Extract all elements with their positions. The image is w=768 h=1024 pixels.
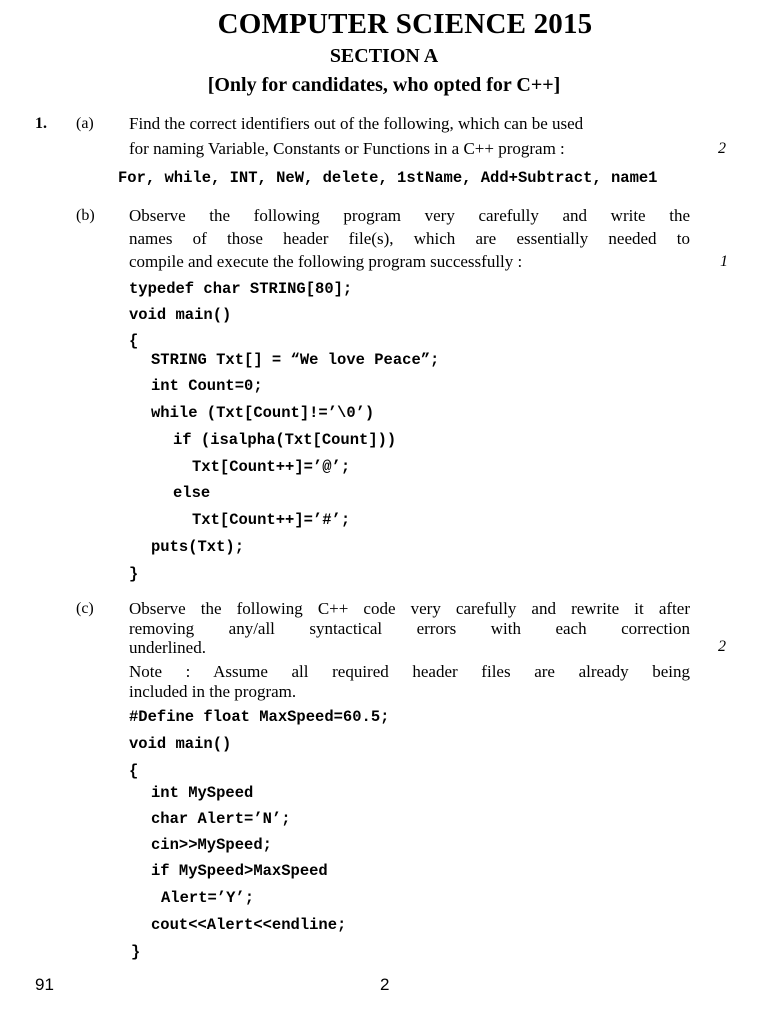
code-line: Txt[Count++]=’#’; [192,511,351,529]
note-line: included in the program. [129,682,297,701]
part-label-a: (a) [76,115,94,132]
part-label-c: (c) [76,600,94,617]
section-heading: SECTION A [329,45,439,67]
part-label-b: (b) [76,207,95,224]
page-number: 2 [380,975,390,994]
code-line: while (Txt[Count]!=’\0’) [151,404,375,422]
code-line: typedef char STRING[80]; [129,280,353,298]
code-line: { [129,762,139,780]
code-line: Alert=’Y’; [161,889,255,907]
part-b-text-line: Observe the following program very carefully and write the [129,206,690,225]
part-c-text-line: removing any/all syntactical errors with each correction [129,619,690,638]
code-line: STRING Txt[] = “We love Peace”; [151,351,440,369]
code-line: cin>>MySpeed; [151,836,272,854]
paper-code: 91 [35,975,54,994]
marks-c: 2 [718,638,726,655]
code-line: int MySpeed [151,784,254,802]
code-line: #Define float MaxSpeed=60.5; [129,708,390,726]
code-line: void main() [129,735,232,753]
code-line: if MySpeed>MaxSpeed [151,862,328,880]
code-line: int Count=0; [151,377,263,395]
code-line: else [173,484,211,502]
part-b-text-line: names of those header file(s), which are essentially needed to [129,229,690,248]
code-line: } [129,565,139,583]
code-line: Txt[Count++]=’@’; [192,458,351,476]
part-b-text-line: compile and execute the following program successfully : [129,252,523,271]
question-number: 1. [35,115,47,132]
part-c-text-line: underlined. [129,638,206,657]
part-c-text-line: Observe the following C++ code very carefully and rewrite it after [129,599,690,618]
code-line: } [131,943,141,961]
part-a-text-line: Find the correct identifiers out of the following, which can be used [129,114,584,133]
page-title: COMPUTER SCIENCE 2015 [217,8,593,40]
section-subtitle: [Only for candidates, who opted for C++] [207,74,561,96]
code-line: char Alert=’N’; [151,810,291,828]
code-line: { [129,332,139,350]
note-line: Note : Assume all required header files are already being [129,662,690,681]
marks-a: 2 [718,140,726,157]
code-line: puts(Txt); [151,538,245,556]
code-line: void main() [129,306,232,324]
code-line: cout<<Alert<<endline; [151,916,347,934]
part-a-text-line: for naming Variable, Constants or Functions in a C++ program : [129,139,565,158]
marks-b: 1 [720,253,728,270]
code-line: if (isalpha(Txt[Count])) [173,431,397,449]
identifier-list: For, while, INT, NeW, delete, 1stName, Add+Subtract, name1 [118,169,658,187]
